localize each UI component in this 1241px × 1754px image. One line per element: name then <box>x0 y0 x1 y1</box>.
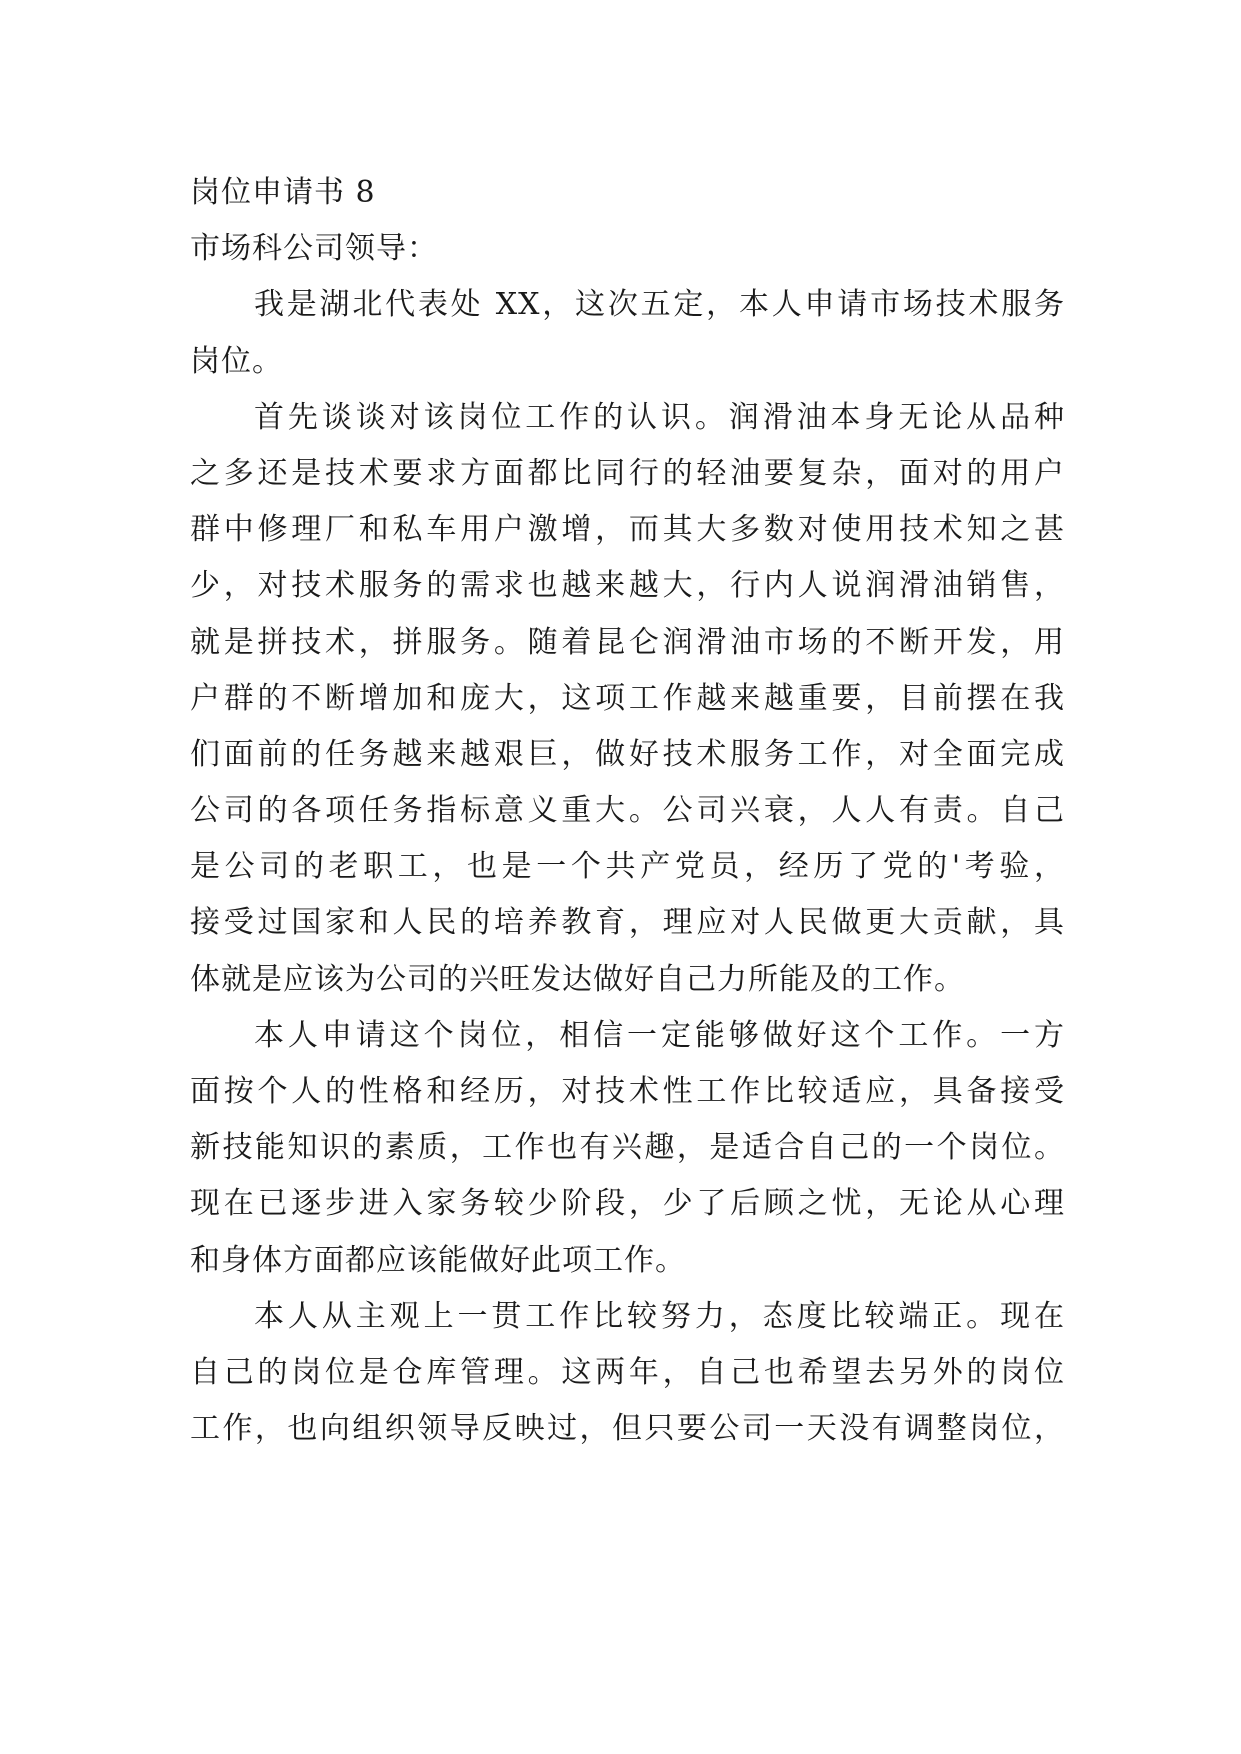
body-line: 接受过国家和人民的培养教育，理应对人民做更大贡献，具 <box>190 905 1065 941</box>
document-title: 岗位申请书 8 <box>190 175 376 210</box>
document-body <box>190 165 1065 1457</box>
body-line: 本人从主观上一贯工作比较努力，态度比较端正。现在 <box>254 1298 1065 1334</box>
body-line: 户群的不断增加和庞大，这项工作越来越重要，目前摆在我 <box>190 680 1065 716</box>
body-line: 面按个人的性格和经历，对技术性工作比较适应，具备接受 <box>190 1074 1065 1109</box>
body-line: 之多还是技术要求方面都比同行的轻油要复杂，面对的用户 <box>190 455 1065 491</box>
body-paragraphs <box>190 277 1065 1457</box>
body-line: 工作，也向组织领导反映过，但只要公司一天没有调整岗位， <box>190 1411 1065 1447</box>
body-line: 现在已逐步进入家务较少阶段，少了后顾之忧，无论从心理 <box>190 1186 1065 1222</box>
body-line: 岗位。 <box>190 343 283 379</box>
salutation: 市场科公司领导： <box>190 231 438 267</box>
body-line: 就是拼技术，拼服务。随着昆仑润滑油市场的不断开发，用 <box>190 624 1065 660</box>
body-line: 自己的岗位是仓库管理。这两年，自己也希望去另外的岗位 <box>190 1354 1065 1390</box>
body-line: 首先谈谈对该岗位工作的认识。润滑油本身无论从品种 <box>254 399 1065 435</box>
body-line: 体就是应该为公司的兴旺发达做好自己力所能及的工作。 <box>190 961 965 997</box>
body-line: 和身体方面都应该能做好此项工作。 <box>190 1242 686 1278</box>
body-line: 本人申请这个岗位，相信一定能够做好这个工作。一方 <box>254 1017 1065 1053</box>
body-line: 公司的各项任务指标意义重大。公司兴衰，人人有责。自己 <box>190 793 1065 829</box>
body-line: 新技能知识的素质，工作也有兴趣，是适合自己的一个岗位。 <box>190 1130 1065 1166</box>
body-line: 少，对技术服务的需求也越来越大，行内人说润滑油销售， <box>190 568 1065 604</box>
body-line: 群中修理厂和私车用户激增，而其大多数对使用技术知之甚 <box>190 512 1065 548</box>
body-line: 是公司的老职工，也是一个共产党员，经历了党的'考验， <box>190 849 1065 885</box>
body-line: 们面前的任务越来越艰巨，做好技术服务工作，对全面完成 <box>190 736 1065 772</box>
body-line: 我是湖北代表处 XX，这次五定，本人申请市场技术服务 <box>254 287 1065 323</box>
